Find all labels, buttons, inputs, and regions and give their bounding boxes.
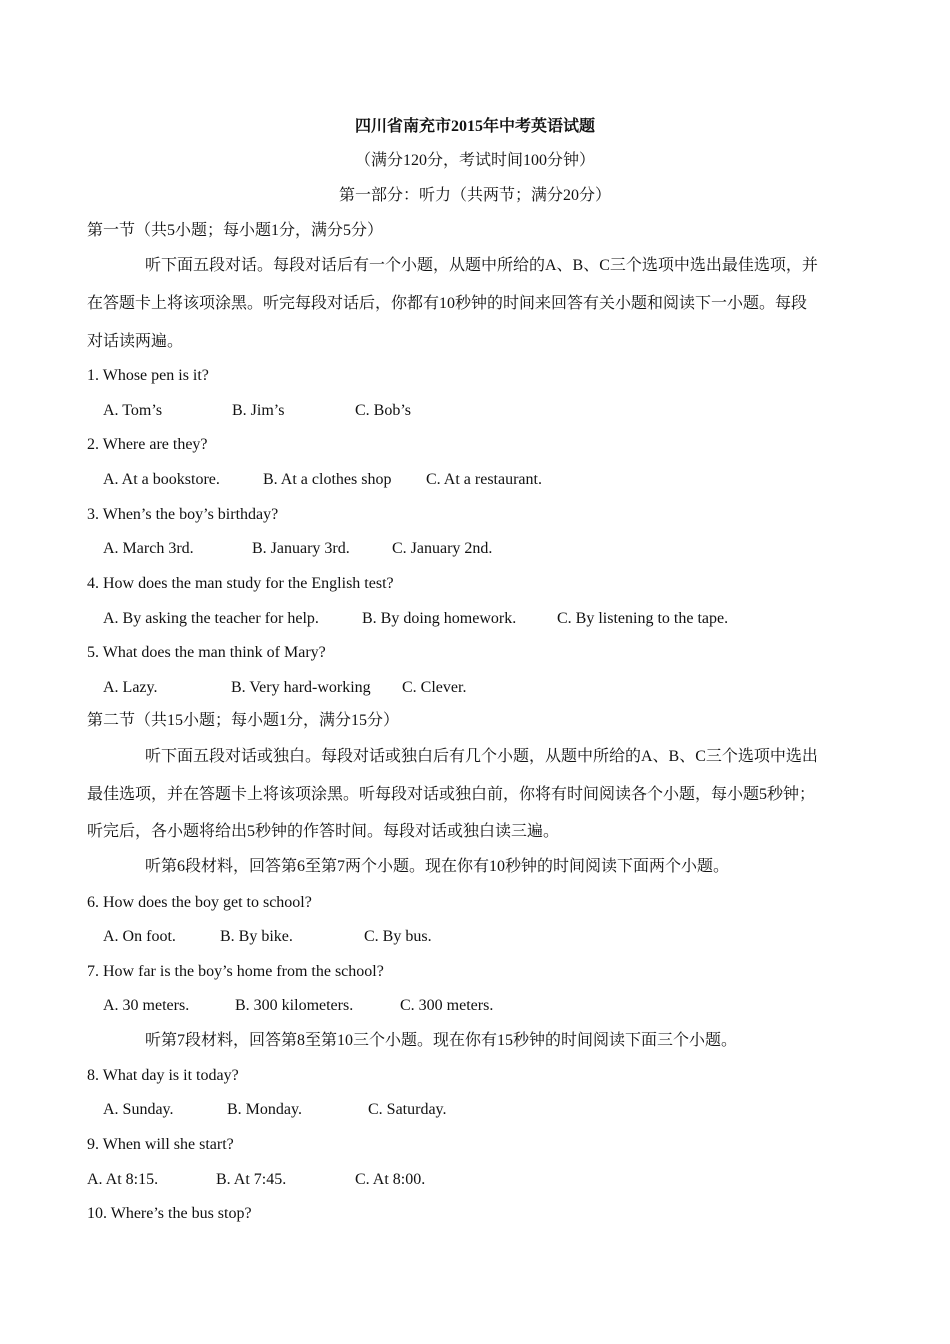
q5-option-a: A. Lazy. bbox=[103, 679, 158, 696]
q7-option-a: A. 30 meters. bbox=[103, 997, 190, 1014]
q9-option-a: A. At 8:15. bbox=[87, 1171, 159, 1188]
question-6: 6. How does the boy get to school? bbox=[87, 894, 312, 911]
page-subtitle: （满分120分，考试时间100分钟） bbox=[354, 152, 595, 169]
page-title: 四川省南充市2015年中考英语试题 bbox=[354, 118, 595, 135]
q5-option-c: C. Clever. bbox=[402, 679, 467, 696]
material-7-instruction: 听第7段材料，回答第8至第10三个小题。现在你有15秒钟的时间阅读下面三个小题。 bbox=[145, 1032, 738, 1049]
question-9: 9. When will she start? bbox=[87, 1136, 234, 1153]
question-5: 5. What does the man think of Mary? bbox=[87, 644, 326, 661]
question-1: 1. Whose pen is it? bbox=[87, 367, 209, 384]
q3-option-b: B. January 3rd. bbox=[252, 540, 350, 557]
q2-option-c: C. At a restaurant. bbox=[426, 471, 542, 488]
q1-option-b: B. Jim’s bbox=[232, 402, 285, 419]
q4-option-b: B. By doing homework. bbox=[362, 610, 517, 627]
question-4: 4. How does the man study for the English test? bbox=[87, 575, 394, 592]
q4-option-a: A. By asking the teacher for help. bbox=[103, 610, 319, 627]
material-6-instruction: 听第6段材料，回答第6至第7两个小题。现在你有10秒钟的时间阅读下面两个小题。 bbox=[145, 858, 730, 875]
q8-option-b: B. Monday. bbox=[227, 1101, 302, 1118]
q1-option-c: C. Bob’s bbox=[355, 402, 412, 419]
section2-instruction-line1: 听下面五段对话或独白。每段对话或独白后有几个小题，从题中所给的A、B、C三个选项中选出 bbox=[145, 748, 818, 765]
q8-option-c: C. Saturday. bbox=[368, 1101, 447, 1118]
section2-instruction-line2: 最佳选项，并在答题卡上将该项涂黑。听每段对话或独白前，你将有时间阅读各个小题，每小题5秒钟； bbox=[87, 786, 816, 803]
section1-heading: 第一节（共5小题；每小题1分，满分5分） bbox=[87, 222, 384, 239]
part1-heading: 第一部分：听力（共两节；满分20分） bbox=[338, 187, 611, 204]
q5-option-b: B. Very hard-working bbox=[231, 679, 371, 696]
q6-option-a: A. On foot. bbox=[103, 928, 176, 945]
q4-option-c: C. By listening to the tape. bbox=[557, 610, 729, 627]
section2-heading: 第二节（共15小题；每小题1分，满分15分） bbox=[87, 712, 400, 729]
q2-option-b: B. At a clothes shop bbox=[263, 471, 392, 488]
q7-option-c: C. 300 meters. bbox=[400, 997, 494, 1014]
question-8: 8. What day is it today? bbox=[87, 1067, 239, 1084]
section1-instruction-line2: 在答题卡上将该项涂黑。听完每段对话后，你都有10秒钟的时间来回答有关小题和阅读下一小题。每段 bbox=[87, 295, 808, 312]
question-2: 2. Where are they? bbox=[87, 436, 208, 453]
question-7: 7. How far is the boy’s home from the school? bbox=[87, 963, 384, 980]
q1-option-a: A. Tom’s bbox=[103, 402, 163, 419]
q3-option-c: C. January 2nd. bbox=[392, 540, 493, 557]
q6-option-b: B. By bike. bbox=[220, 928, 293, 945]
q6-option-c: C. By bus. bbox=[364, 928, 432, 945]
q7-option-b: B. 300 kilometers. bbox=[235, 997, 354, 1014]
question-10: 10. Where’s the bus stop? bbox=[87, 1205, 252, 1222]
section2-instruction-line3: 听完后，各小题将给出5秒钟的作答时间。每段对话或独白读三遍。 bbox=[87, 823, 560, 840]
q8-option-a: A. Sunday. bbox=[103, 1101, 174, 1118]
section1-instruction-line1: 听下面五段对话。每段对话后有一个小题，从题中所给的A、B、C三个选项中选出最佳选项，并 bbox=[145, 257, 818, 274]
q3-option-a: A. March 3rd. bbox=[103, 540, 194, 557]
q9-option-c: C. At 8:00. bbox=[355, 1171, 426, 1188]
question-3: 3. When’s the boy’s birthday? bbox=[87, 506, 279, 523]
q9-option-b: B. At 7:45. bbox=[216, 1171, 287, 1188]
q2-option-a: A. At a bookstore. bbox=[103, 471, 220, 488]
section1-instruction-line3: 对话读两遍。 bbox=[87, 333, 184, 350]
